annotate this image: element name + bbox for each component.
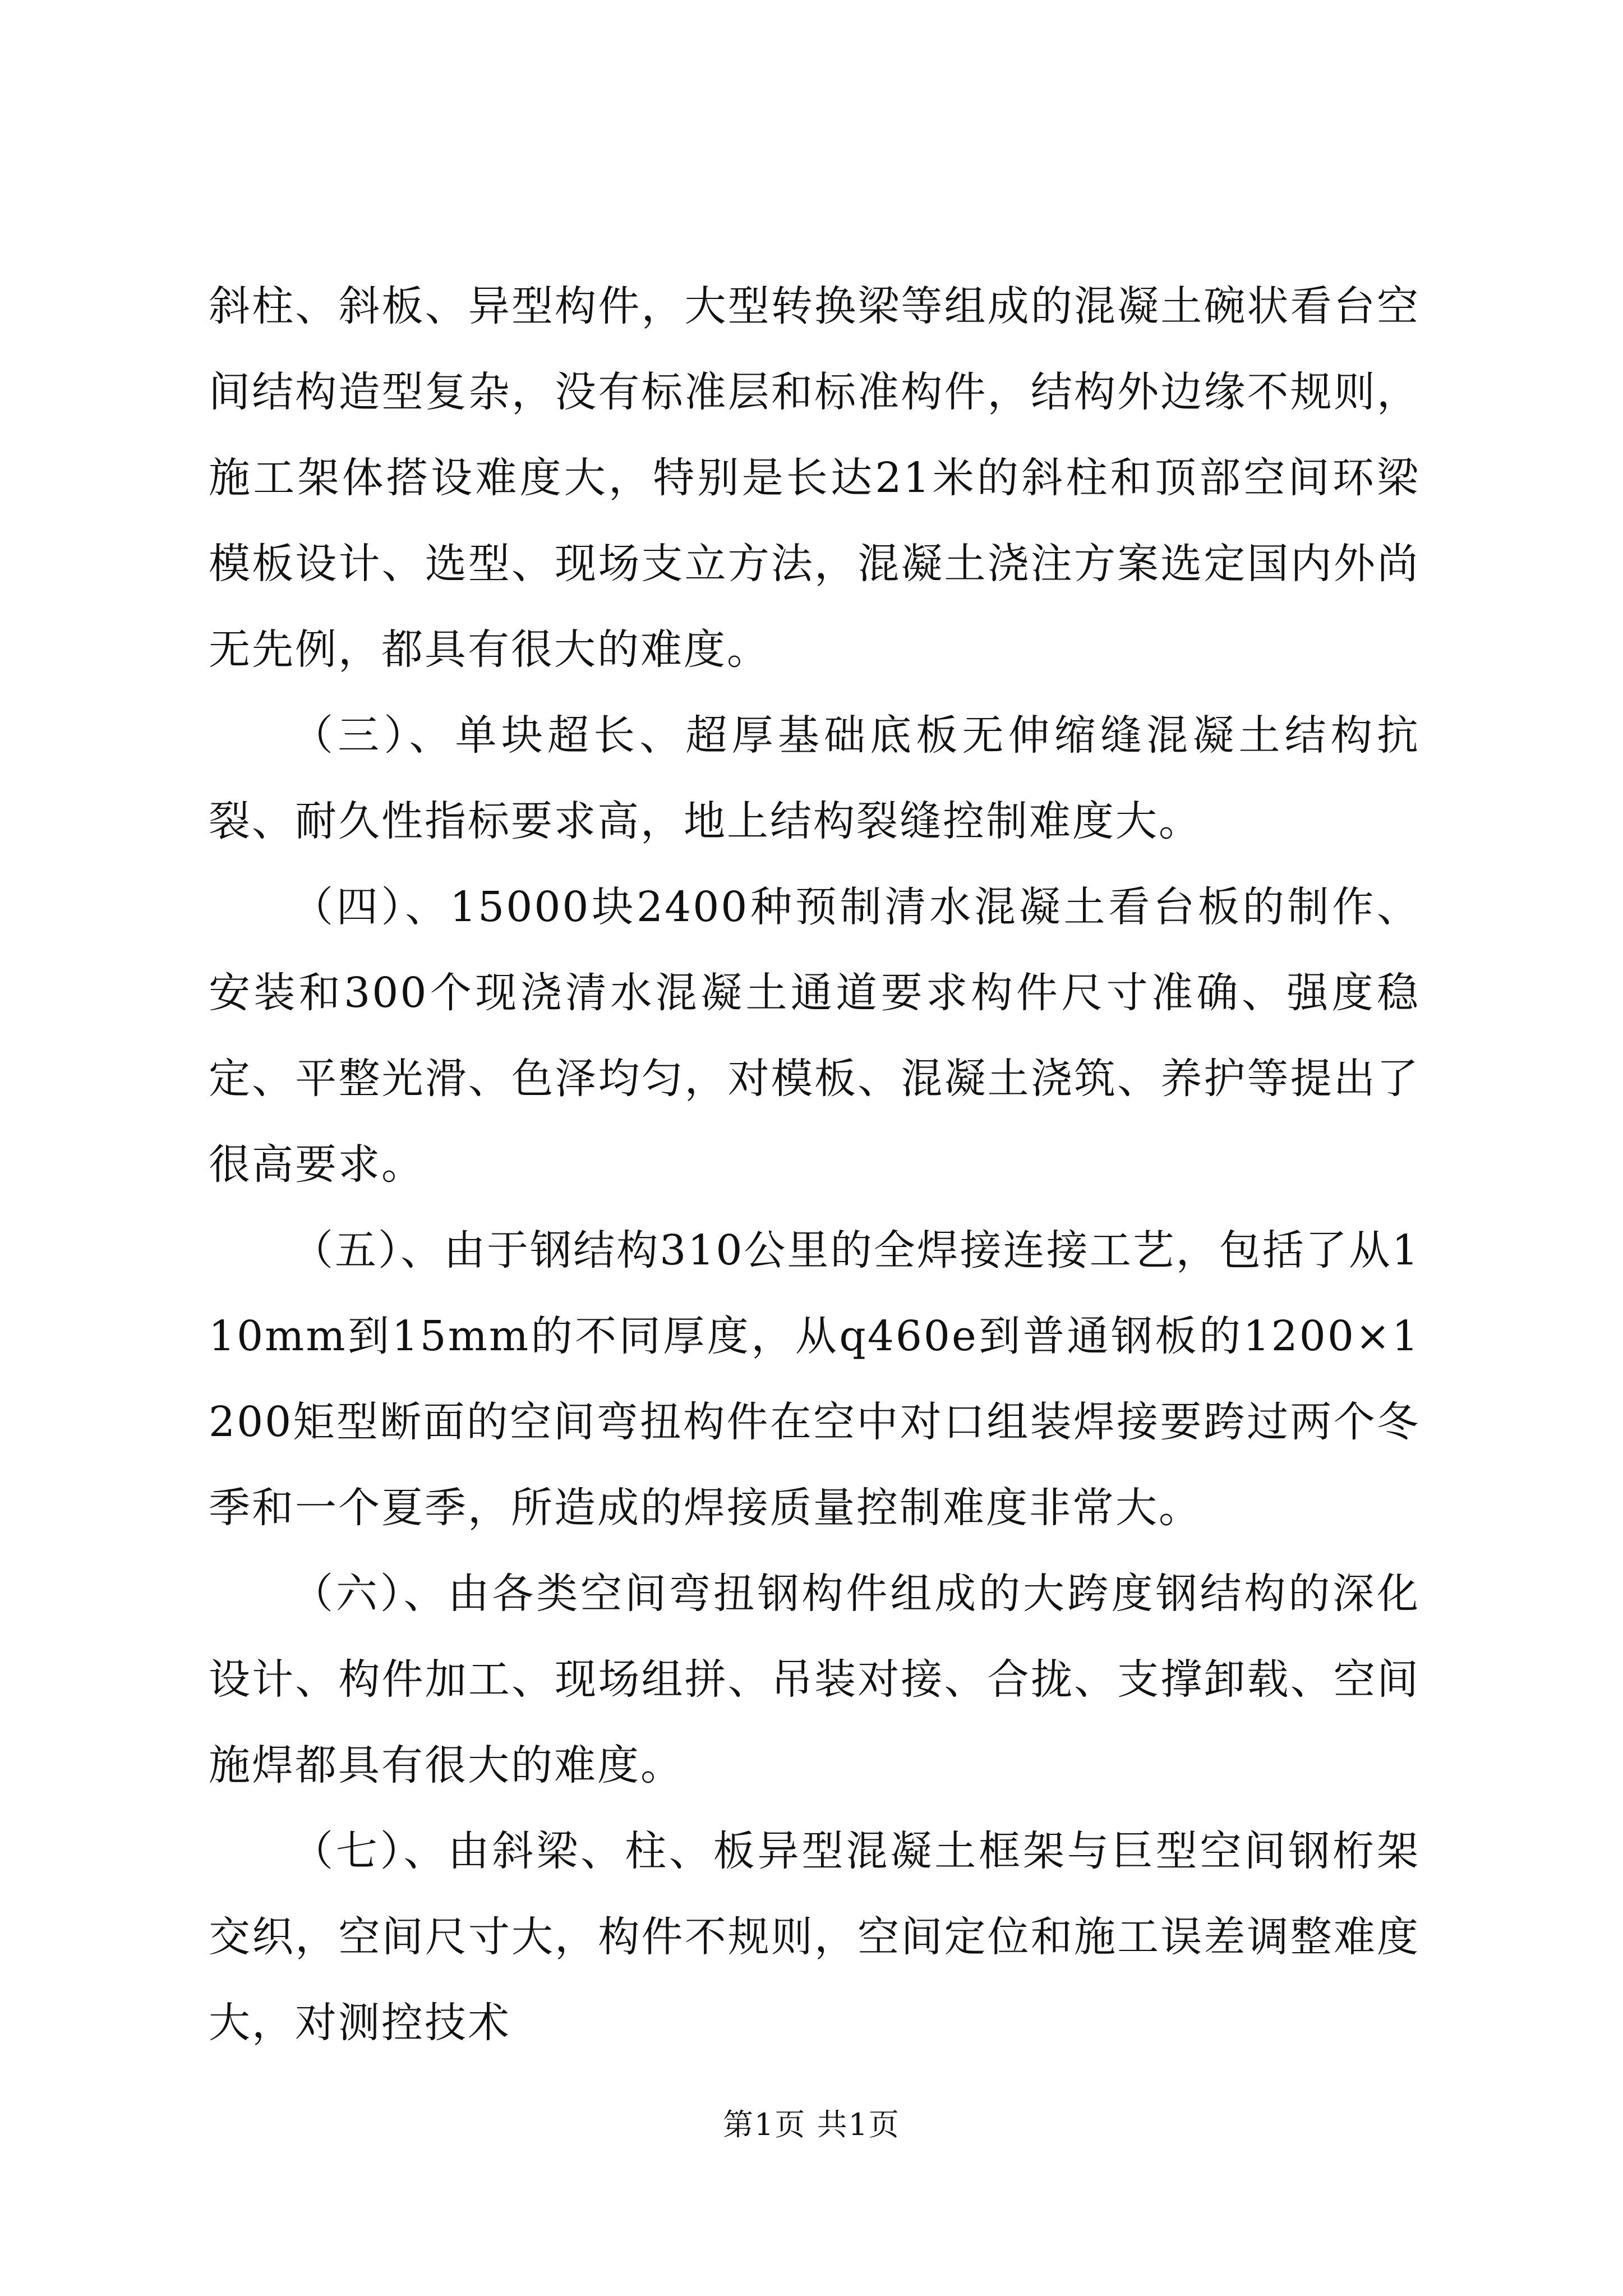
paragraph-seven: （七）、由斜梁、柱、板异型混凝土框架与巨型空间钢桁架交织，空间尺寸大，构件不规则，空间定位和施工误差调整难度大，对测控技术 [209,1827,1420,2047]
paragraph-five: （五）、由于钢结构310公里的全焊接连接工艺，包括了从110mm到15mm的不同厚度，从q460e到普通钢板的1200×1200矩型断面的空间弯扭构件在空中对口组装焊接要跨过两个冬季和一个夏季，所造成的焊接质量控制难度非常大。 [209,1226,1420,1532]
paragraph-continuation: 斜柱、斜板、异型构件，大型转换梁等组成的混凝土碗状看台空间结构造型复杂，没有标准层和标准构件，结构外边缘不规则，施工架体搭设难度大，特别是长达21米的斜柱和顶部空间环梁模板设计、选型、现场支立方法，混凝土浇注方案选定国内外尚无先例，都具有很大的难度。 [209,282,1420,674]
paragraph-six: （六）、由各类空间弯扭钢构件组成的大跨度钢结构的深化设计、构件加工、现场组拼、吊装对接、合拢、支撑卸载、空间施焊都具有很大的难度。 [209,1570,1420,1789]
body-text [209,264,1420,2066]
paragraph-four: （四）、15000块2400种预制清水混凝土看台板的制作、安装和300个现浇清水混凝土通道要求构件尺寸准确、强度稳定、平整光滑、色泽均匀，对模板、混凝土浇筑、养护等提出了很高要求。 [209,883,1420,1189]
paragraph-three: （三）、单块超长、超厚基础底板无伸缩缝混凝土结构抗裂、耐久性指标要求高，地上结构裂缝控制难度大。 [209,711,1420,845]
page-footer: 第1页 共1页 [723,2107,900,2142]
